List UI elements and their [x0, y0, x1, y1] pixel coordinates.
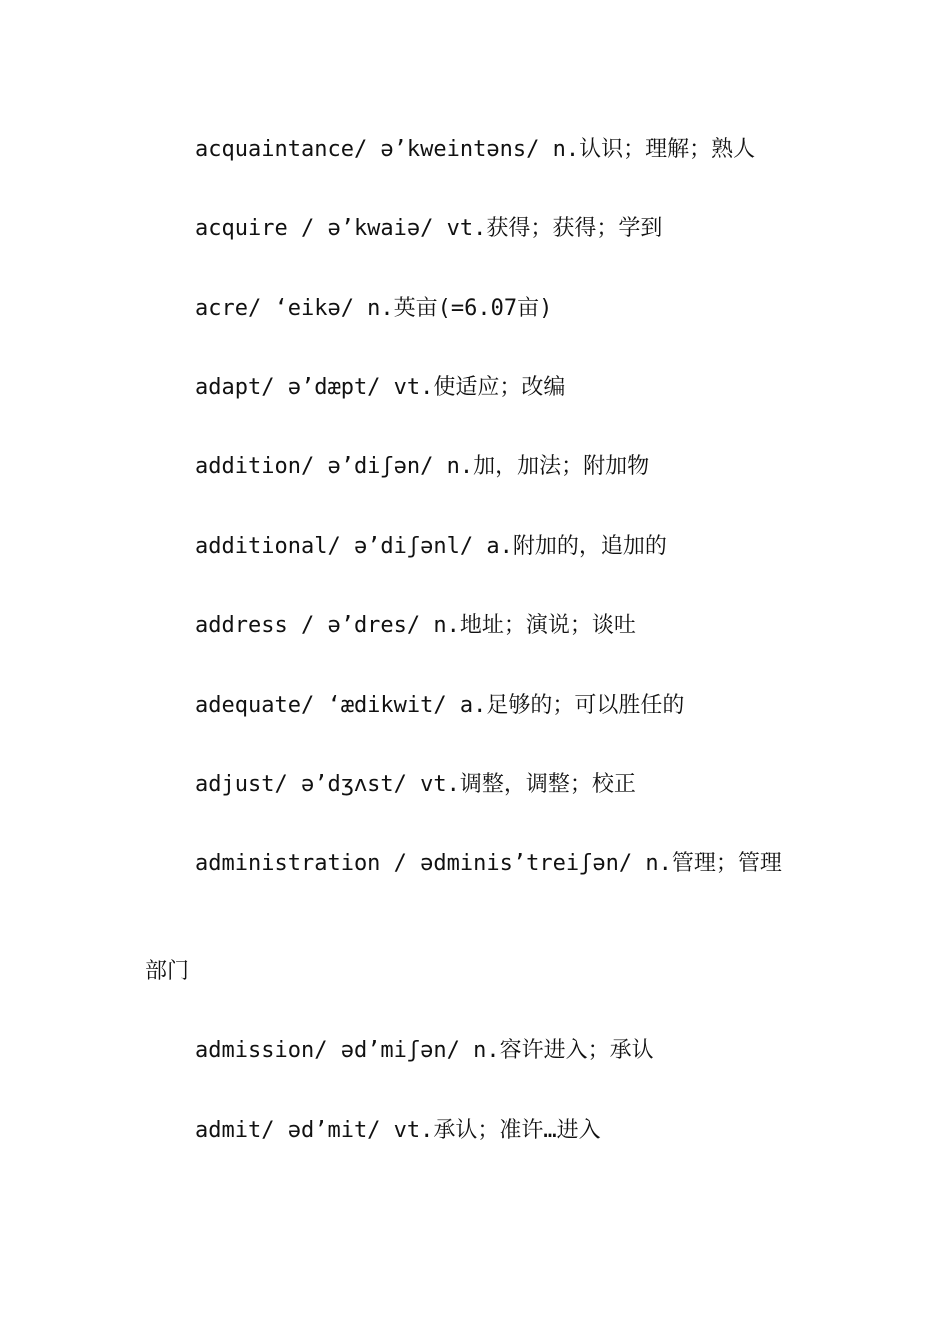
entry-admission: admission/ əd’miʃən/ n.容许进入；承认 — [195, 1038, 654, 1063]
entry-additional: additional/ ə’diʃənl/ a.附加的，追加的 — [195, 534, 667, 559]
entry-acquire: acquire / ə’kwaiə/ vt.获得；获得；学到 — [195, 216, 663, 241]
entry-address: address / ə’dres/ n.地址；演说；谈吐 — [195, 613, 636, 638]
entry-acquaintance: acquaintance/ ə’kweintəns/ n.认识；理解；熟人 — [195, 137, 756, 162]
entry-admit: admit/ əd’mit/ vt.承认；准许…进入 — [195, 1118, 601, 1143]
entry-adapt: adapt/ ə’dæpt/ vt.使适应；改编 — [195, 375, 566, 400]
entry-acre: acre/ ‘eikə/ n.英亩(=6.07亩) — [195, 296, 553, 321]
entry-adjust: adjust/ ə’dʒʌst/ vt.调整，调整；校正 — [195, 772, 636, 797]
entry-administration-continued: 部门 — [145, 959, 190, 984]
entry-adequate: adequate/ ‘ædikwit/ a.足够的；可以胜任的 — [195, 693, 685, 718]
entry-addition: addition/ ə’diʃən/ n.加，加法；附加物 — [195, 454, 650, 479]
entry-administration: administration / ədminis’treiʃən/ n.管理；管理 — [195, 851, 782, 876]
